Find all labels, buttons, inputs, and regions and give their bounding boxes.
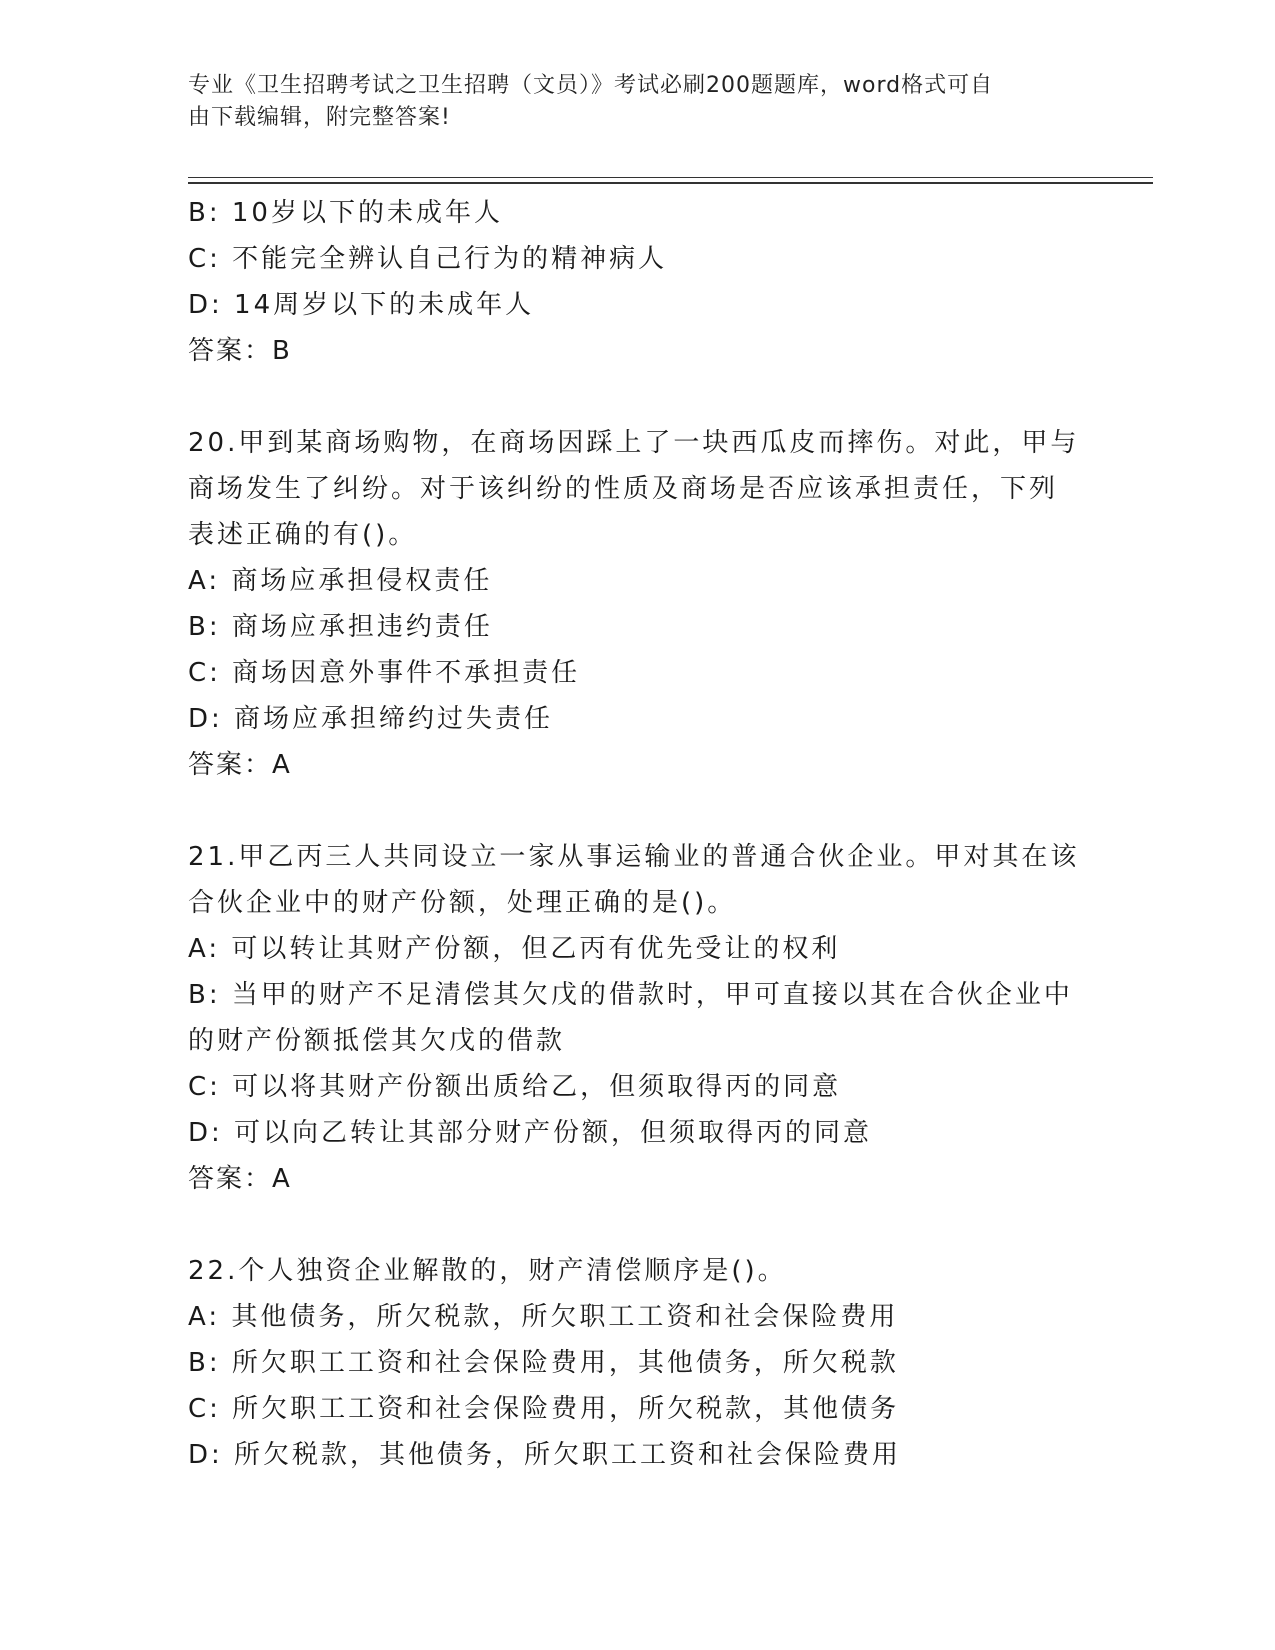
option-a: A: 商场应承担侵权责任 xyxy=(188,566,493,596)
option-c: C: 商场因意外事件不承担责任 xyxy=(188,658,581,688)
header-line-2: 由下载编辑，附完整答案! xyxy=(188,105,451,130)
document-header xyxy=(188,70,1068,134)
previous-question-tail xyxy=(188,190,1088,374)
header-divider-thick xyxy=(188,182,1153,184)
option-d: D: 所欠税款，其他债务，所欠职工工资和社会保险费用 xyxy=(188,1440,902,1470)
option-d: D: 14周岁以下的未成年人 xyxy=(188,290,535,320)
question-stem: 表述正确的有()。 xyxy=(188,520,418,550)
option-a: A: 其他债务，所欠税款，所欠职工工资和社会保险费用 xyxy=(188,1302,899,1332)
question-stem: 商场发生了纠纷。对于该纠纷的性质及商场是否应该承担责任，下列 xyxy=(188,474,1059,504)
answer: 答案：A xyxy=(188,1164,292,1194)
answer: 答案：B xyxy=(188,336,292,366)
spacer xyxy=(188,1202,1088,1248)
option-a: A: 可以转让其财产份额，但乙丙有优先受让的权利 xyxy=(188,934,841,964)
question-stem: 合伙企业中的财产份额，处理正确的是()。 xyxy=(188,888,737,918)
header-line-1: 专业《卫生招聘考试之卫生招聘（文员）》考试必刷200题题库，word格式可自 xyxy=(188,73,994,98)
spacer xyxy=(188,788,1088,834)
option-b: B: 当甲的财产不足清偿其欠戊的借款时，甲可直接以其在合伙企业中 xyxy=(188,980,1073,1010)
question-stem: 20.甲到某商场购物，在商场因踩上了一块西瓜皮而摔伤。对此，甲与 xyxy=(188,428,1080,458)
header-divider-thin xyxy=(188,177,1153,178)
option-c: C: 可以将其财产份额出质给乙，但须取得丙的同意 xyxy=(188,1072,842,1102)
option-b: B: 10岁以下的未成年人 xyxy=(188,198,503,228)
option-b: B: 商场应承担违约责任 xyxy=(188,612,493,642)
question-20 xyxy=(188,420,1088,788)
spacer xyxy=(188,374,1088,420)
question-content xyxy=(188,190,1088,1478)
answer: 答案：A xyxy=(188,750,292,780)
option-c: C: 所欠职工工资和社会保险费用，所欠税款，其他债务 xyxy=(188,1394,900,1424)
option-c: C: 不能完全辨认自己行为的精神病人 xyxy=(188,244,668,274)
question-stem: 21.甲乙丙三人共同设立一家从事运输业的普通合伙企业。甲对其在该 xyxy=(188,842,1080,872)
option-b-continued: 的财产份额抵偿其欠戊的借款 xyxy=(188,1026,566,1056)
option-d: D: 可以向乙转让其部分财产份额，但须取得丙的同意 xyxy=(188,1118,873,1148)
question-22 xyxy=(188,1248,1088,1478)
question-stem: 22.个人独资企业解散的，财产清偿顺序是()。 xyxy=(188,1256,787,1286)
question-21 xyxy=(188,834,1088,1202)
option-d: D: 商场应承担缔约过失责任 xyxy=(188,704,554,734)
option-b: B: 所欠职工工资和社会保险费用，其他债务，所欠税款 xyxy=(188,1348,899,1378)
